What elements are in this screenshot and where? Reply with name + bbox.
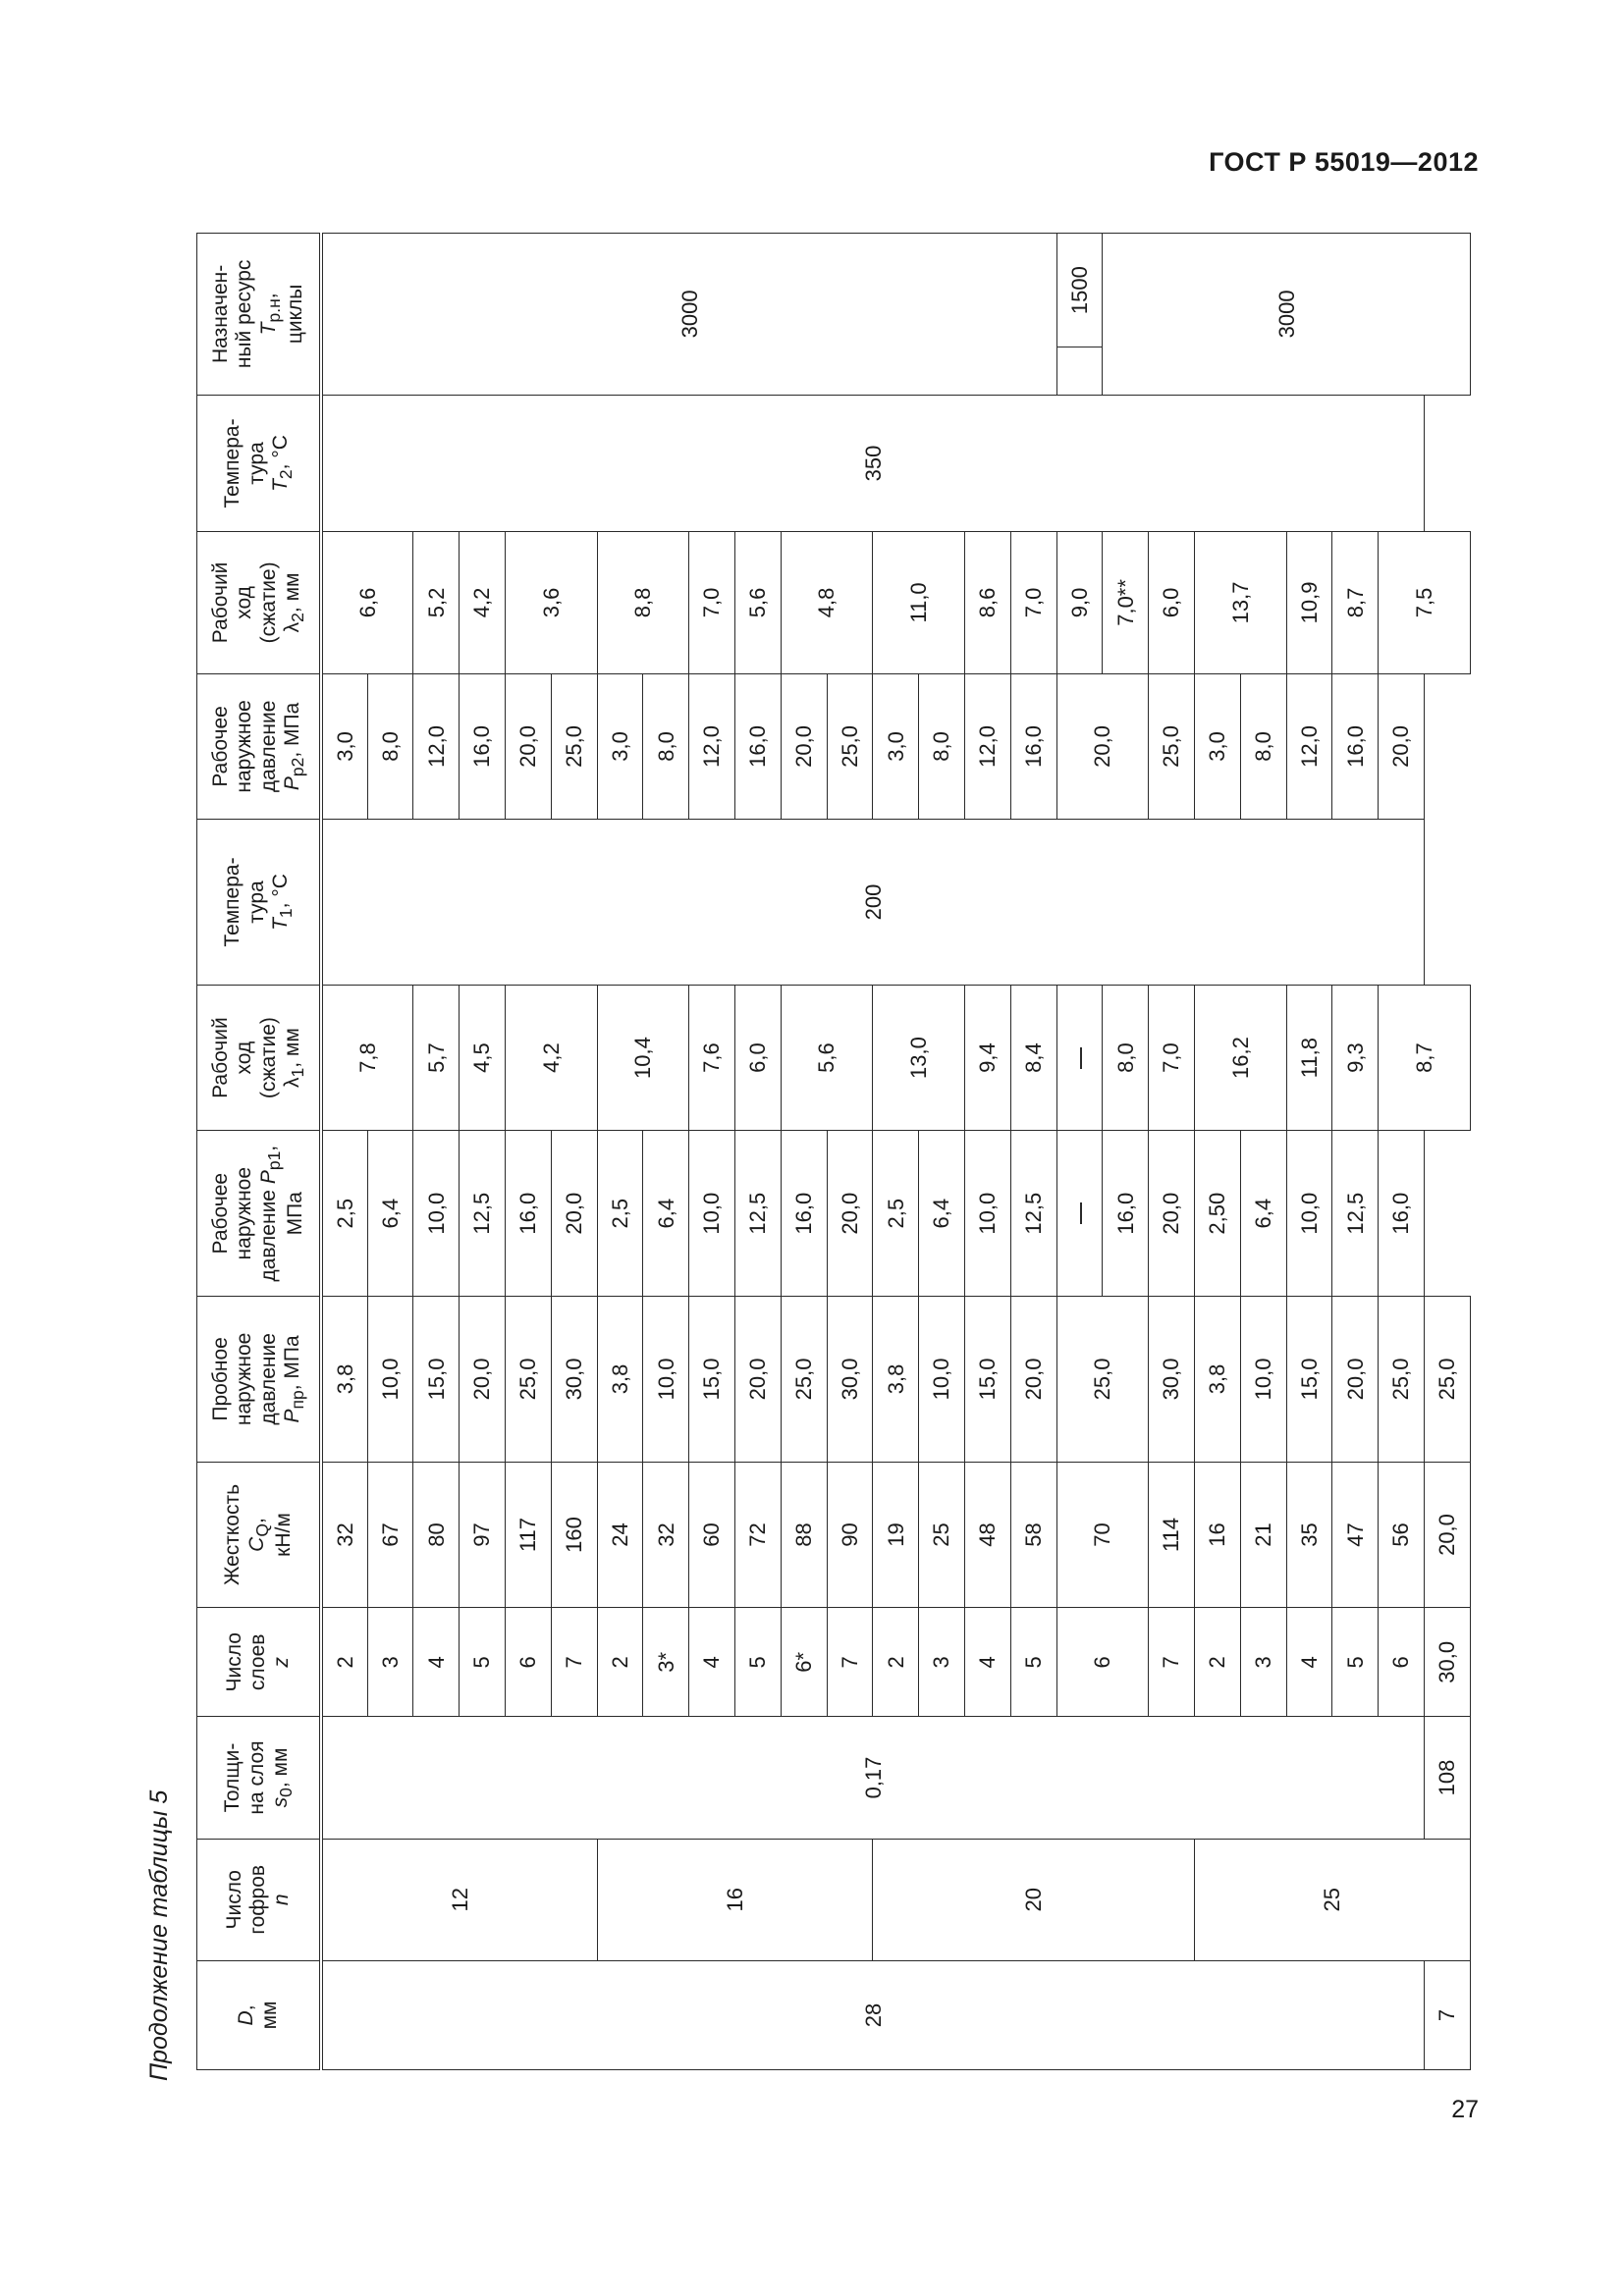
cell-l2: 7,5: [1379, 532, 1471, 673]
col-header-temp-2: Темпера- тура $T_2$, °C: [197, 395, 322, 531]
col-header-corrugations: Число гофров n: [197, 1839, 322, 1960]
cell-test-pressure: 15,0: [964, 1297, 1010, 1463]
cell-p2: 20,0: [506, 673, 552, 820]
cell-s0: 0,17: [321, 1717, 1424, 1839]
cell-p1: 16,0: [1103, 1131, 1149, 1297]
cell-test-pressure: 30,0: [827, 1297, 873, 1463]
col-header-stroke-1: Рабочий ход (сжатие) $\lambda_1$, мм: [197, 985, 322, 1131]
cell-test-pressure: 20,0: [735, 1297, 782, 1463]
cell-l1: 7,6: [689, 985, 735, 1131]
cell-p2: 16,0: [1010, 673, 1056, 820]
cell-stiffness: 67: [367, 1462, 413, 1608]
cell-p1: 12,5: [735, 1131, 782, 1297]
cell-p1: 2,5: [597, 1131, 643, 1297]
cell-l1: 13,0: [873, 985, 965, 1131]
cell-z: 7: [551, 1608, 597, 1717]
header-row: [197, 234, 322, 2070]
cell-stiffness: 32: [321, 1462, 367, 1608]
dash-mark: [1080, 1047, 1082, 1069]
cell-test-pressure: 20,0: [460, 1297, 506, 1463]
cell-test-pressure: 3,8: [873, 1297, 919, 1463]
cell-p2: 8,0: [367, 673, 413, 820]
cell-p2: 3,0: [597, 673, 643, 820]
cell-l2: 8,8: [597, 532, 689, 673]
cell-l1: 5,6: [781, 985, 873, 1131]
cell-test-pressure: 25,0: [1056, 1297, 1149, 1463]
cell-p2: 8,0: [919, 673, 965, 820]
col-header-resource: Назначен- ный ресурс $T_{р.н}$, циклы: [197, 234, 322, 396]
cell-l2: 7,0: [689, 532, 735, 673]
cell-p2: 3,0: [1194, 673, 1240, 820]
cell-z: 6: [1056, 1608, 1149, 1717]
cell-p1: 12,5: [1332, 1131, 1379, 1297]
cell-stiffness: 97: [460, 1462, 506, 1608]
cell-n: 12: [321, 1839, 597, 1960]
cell-stiffness: 48: [964, 1462, 1010, 1608]
cell-p1: 16,0: [781, 1131, 827, 1297]
cell-l1: 10,4: [597, 985, 689, 1131]
cell-z: 4: [1286, 1608, 1332, 1717]
cell-test-pressure: 30,0: [1149, 1297, 1195, 1463]
cell-test-pressure: 10,0: [643, 1297, 689, 1463]
cell-test-pressure: 30,0: [551, 1297, 597, 1463]
cell-z: 5: [735, 1608, 782, 1717]
cell-stiffness: 114: [1149, 1462, 1195, 1608]
cell-p1: 10,0: [1286, 1131, 1332, 1297]
cell-t1: 200: [321, 820, 1424, 986]
cell-p1: 6,4: [367, 1131, 413, 1297]
cell-test-pressure: 15,0: [413, 1297, 460, 1463]
table-container: [196, 233, 1471, 2070]
cell-z: 2: [597, 1608, 643, 1717]
standard-header: ГОСТ Р 55019—2012: [1209, 147, 1479, 177]
cell-p1: 2,5: [873, 1131, 919, 1297]
cell-l2: 10,9: [1286, 532, 1332, 673]
cell-n: 16: [597, 1839, 873, 1960]
cell-p2: 25,0: [1424, 1297, 1470, 1463]
cell-p1: 6,4: [643, 1131, 689, 1297]
cell-l1: 9,4: [964, 985, 1010, 1131]
cell-resource-1500: 1500: [1056, 234, 1103, 347]
cell-p2: 12,0: [964, 673, 1010, 820]
cell-l2: 5,2: [413, 532, 460, 673]
cell-z: 4: [689, 1608, 735, 1717]
cell-z: 2: [873, 1608, 919, 1717]
cell-stiffness: 108: [1424, 1717, 1470, 1839]
cell-l2: 8,6: [964, 532, 1010, 673]
table-caption: Продолжение таблицы 5: [145, 1789, 173, 2081]
cell-stiffness: 47: [1332, 1462, 1379, 1608]
dash-mark: [1080, 1202, 1082, 1224]
cell-l2: 7,0: [1010, 532, 1056, 673]
cell-p2: 16,0: [1332, 673, 1379, 820]
cell-p2: 20,0: [1379, 673, 1425, 820]
cell-l2: 6,0: [1149, 532, 1195, 673]
cell-test-pressure: 10,0: [919, 1297, 965, 1463]
cell-n: 25: [1194, 1839, 1470, 1960]
cell-p2: 12,0: [689, 673, 735, 820]
cell-z: 4: [413, 1608, 460, 1717]
col-header-pressure-1: Рабочее наружное давление $P_{р1}$, МПа: [197, 1131, 322, 1297]
bellows-parameters-table: [196, 233, 1471, 2070]
cell-l1: 4,5: [460, 985, 506, 1131]
col-header-test-pressure: Пробное наружное давление $P_{пр}$, МПа: [197, 1297, 322, 1463]
cell-test-pressure: 10,0: [1240, 1297, 1286, 1463]
cell-l2: 7,0**: [1103, 532, 1149, 673]
cell-z: 5: [460, 1608, 506, 1717]
cell-l2: 11,0: [873, 532, 965, 673]
cell-stiffness: 25: [919, 1462, 965, 1608]
cell-p1: 20,0: [827, 1131, 873, 1297]
cell-p2: 20,0: [781, 673, 827, 820]
col-header-d: D, мм: [197, 1960, 322, 2069]
cell-test-pressure: 20,0: [1010, 1297, 1056, 1463]
cell-z: 7: [827, 1608, 873, 1717]
cell-p1: 12,5: [460, 1131, 506, 1297]
cell-l2: 6,6: [321, 532, 413, 673]
cell-p2: 16,0: [460, 673, 506, 820]
cell-z: 6: [506, 1608, 552, 1717]
cell-stiffness: 35: [1286, 1462, 1332, 1608]
col-header-layers: Число слоев z: [197, 1608, 322, 1717]
cell-p1: 12,5: [1010, 1131, 1056, 1297]
cell-p2: 12,0: [413, 673, 460, 820]
cell-p2: 8,0: [643, 673, 689, 820]
cell-test-pressure: 20,0: [1332, 1297, 1379, 1463]
cell-stiffness: 16: [1194, 1462, 1240, 1608]
cell-z: 2: [1194, 1608, 1240, 1717]
cell-stiffness: 56: [1379, 1462, 1425, 1608]
cell-n: 20: [873, 1839, 1195, 1960]
cell-z: 3: [1240, 1608, 1286, 1717]
cell-test-pressure: 3,8: [321, 1297, 367, 1463]
cell-z: 3: [367, 1608, 413, 1717]
cell-stiffness: 90: [827, 1462, 873, 1608]
cell-l2: 3,6: [506, 532, 598, 673]
cell-resource-empty: [1056, 347, 1103, 395]
cell-z: 7: [1149, 1608, 1195, 1717]
cell-l1: 7,0: [1149, 985, 1195, 1131]
col-header-stiffness: Жесткость $C_Q$, кН/м: [197, 1462, 322, 1608]
cell-p1: 10,0: [689, 1131, 735, 1297]
cell-stiffness: 80: [413, 1462, 460, 1608]
page-number: 27: [1451, 2096, 1479, 2123]
cell-z: 3: [919, 1608, 965, 1717]
cell-p1: 16,0: [506, 1131, 552, 1297]
cell-l1: 8,7: [1379, 985, 1471, 1131]
cell-stiffness: 72: [735, 1462, 782, 1608]
cell-z: 5: [1332, 1608, 1379, 1717]
cell-l1: 9,3: [1332, 985, 1379, 1131]
table-row: [1424, 234, 1470, 2070]
cell-l2: 4,2: [460, 532, 506, 673]
cell-stiffness: 88: [781, 1462, 827, 1608]
cell-stiffness: 58: [1010, 1462, 1056, 1608]
cell-stiffness: 160: [551, 1462, 597, 1608]
cell-p1: 16,0: [1379, 1131, 1425, 1297]
cell-p2: 3,0: [321, 673, 367, 820]
cell-p2: 3,0: [873, 673, 919, 820]
cell-z: 4: [964, 1608, 1010, 1717]
cell-l1: 4,2: [506, 985, 598, 1131]
cell-test-pressure: 10,0: [367, 1297, 413, 1463]
cell-p1: 2,50: [1194, 1131, 1240, 1297]
cell-p1: 6,4: [1240, 1131, 1286, 1297]
cell-stiffness: 24: [597, 1462, 643, 1608]
cell-p2: 25,0: [551, 673, 597, 820]
cell-p1: 10,0: [964, 1131, 1010, 1297]
cell-z: 7: [1424, 1960, 1470, 2069]
cell-z: 3*: [643, 1608, 689, 1717]
cell-test-pressure: 15,0: [1286, 1297, 1332, 1463]
cell-p1: 20,0: [1424, 1462, 1470, 1608]
cell-test-pressure: 25,0: [781, 1297, 827, 1463]
cell-test-pressure: 15,0: [689, 1297, 735, 1463]
cell-d: 28: [321, 1960, 1424, 2069]
col-header-layer-thickness: Толщи- на слоя $s_0$, мм: [197, 1717, 322, 1839]
cell-l1: 6,0: [735, 985, 782, 1131]
table-row: [321, 234, 367, 2070]
cell-stiffness: 21: [1240, 1462, 1286, 1608]
cell-l2: 4,8: [781, 532, 873, 673]
cell-test-pressure: 3,8: [597, 1297, 643, 1463]
cell-l2: 13,7: [1194, 532, 1286, 673]
cell-stiffness: 19: [873, 1462, 919, 1608]
cell-p2: 12,0: [1286, 673, 1332, 820]
cell-resource: 3000: [1103, 234, 1471, 396]
cell-test-pressure: 25,0: [506, 1297, 552, 1463]
cell-p1: 6,4: [919, 1131, 965, 1297]
cell-p1: 2,5: [321, 1131, 367, 1297]
cell-l1: 8,4: [1010, 985, 1056, 1131]
cell-l1: 5,7: [413, 985, 460, 1131]
cell-l2: 8,7: [1332, 532, 1379, 673]
col-header-stroke-2: Рабочий ход (сжатие) $\lambda_2$, мм: [197, 532, 322, 673]
cell-test-pressure: 30,0: [1424, 1608, 1470, 1717]
cell-l2: 5,6: [735, 532, 782, 673]
cell-p1: 10,0: [413, 1131, 460, 1297]
cell-p2: 25,0: [827, 673, 873, 820]
cell-t2: 350: [321, 395, 1424, 531]
cell-resource: 3000: [321, 234, 1056, 396]
cell-l1: 16,2: [1194, 985, 1286, 1131]
cell-z: 5: [1010, 1608, 1056, 1717]
cell-p2: 8,0: [1240, 673, 1286, 820]
cell-stiffness: 70: [1056, 1462, 1149, 1608]
cell-p1-dash: [1056, 1131, 1103, 1297]
cell-test-pressure: 3,8: [1194, 1297, 1240, 1463]
cell-test-pressure: 25,0: [1379, 1297, 1425, 1463]
col-header-pressure-2: Рабочее наружное давление $P_{р2}$, МПа: [197, 673, 322, 820]
cell-l1: 7,8: [321, 985, 413, 1131]
cell-l1: 11,8: [1286, 985, 1332, 1131]
cell-p1: 20,0: [1149, 1131, 1195, 1297]
cell-p2: 25,0: [1149, 673, 1195, 820]
cell-l1-dash: [1056, 985, 1103, 1131]
cell-l2: 9,0: [1056, 532, 1103, 673]
cell-stiffness: 117: [506, 1462, 552, 1608]
cell-z: 6*: [781, 1608, 827, 1717]
cell-p2: 20,0: [1056, 673, 1149, 820]
cell-stiffness: 32: [643, 1462, 689, 1608]
cell-stiffness: 60: [689, 1462, 735, 1608]
cell-z: 2: [321, 1608, 367, 1717]
cell-z: 6: [1379, 1608, 1425, 1717]
cell-l1: 8,0: [1103, 985, 1149, 1131]
col-header-temp-1: Темпера- тура $T_1$, °C: [197, 820, 322, 986]
cell-p1: 20,0: [551, 1131, 597, 1297]
cell-p2: 16,0: [735, 673, 782, 820]
